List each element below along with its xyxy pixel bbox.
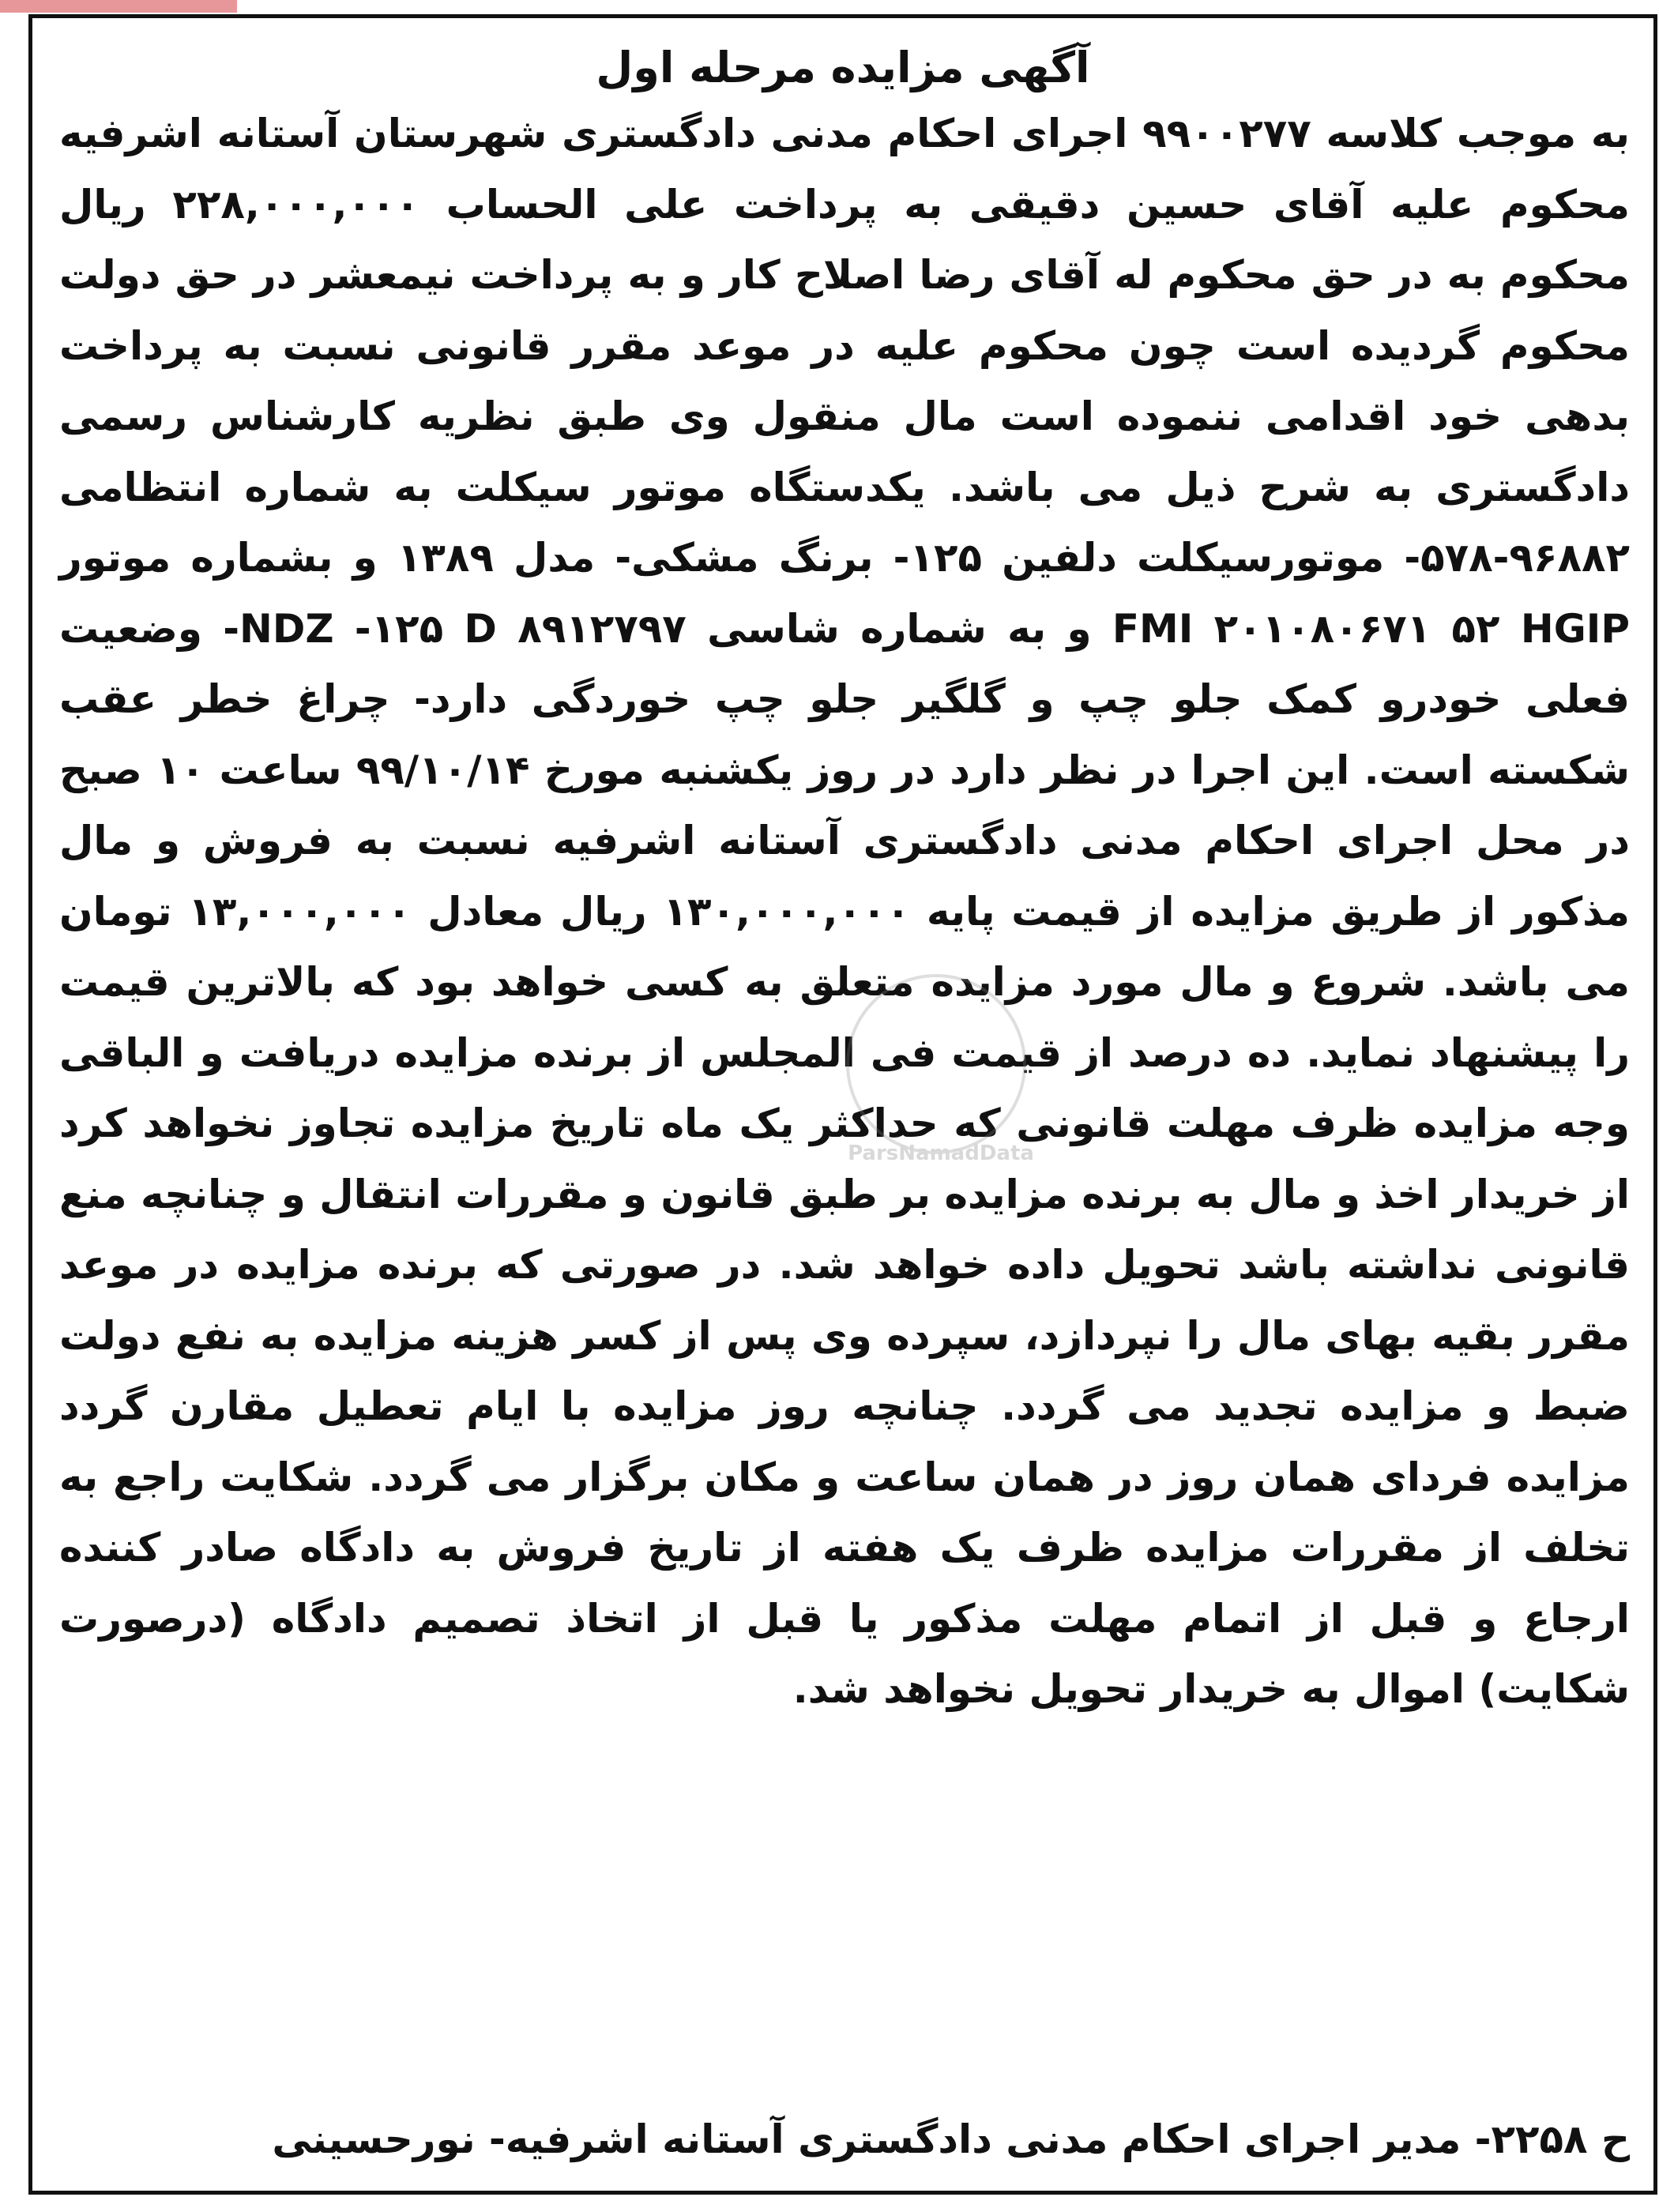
auction-notice — [28, 14, 1657, 2195]
notice-body: به موجب کلاسه ۹۹۰۰۲۷۷ اجرای احکام مدنی دادگستری شهرستان آستانه اشرفیه محکوم علیه آقای حسین دقیقی به پرداخت علی الحساب ۲۲۸,۰۰۰,۰۰۰ ریال محکوم به در حق محکوم له آقای رضا اصلاح کار و به پرداخت نیمعشر در حق دولت محکوم گردیده است چون محکوم علیه در موعد مقرر قانونی نسبت به پرداخت بدهی خود اقدامی ننموده است مال منقول وی طبق نظریه کارشناس رسمی دادگستری به شرح ذیل می باشد. یکدستگاه موتور سیکلت به شماره انتظامی ۹۶۸۸۲-۵۷۸- موتورسیکلت دلفین ۱۲۵- برنگ مشکی- مدل ۱۳۸۹ و بشماره موتور FMI ۲۰۱۰۸۰۶۷۱ ۵۲ HGIP و به شماره شاسی NDZ -۱۲۵ D ۸۹۱۲۷۹۷- وضعیت فعلی خودرو کمک جلو چپ و گلگیر جلو چپ خوردگی دارد- چراغ خطر عقب شکسته است. این اجرا در نظر دارد در روز یکشنبه مورخ ۹۹/۱۰/۱۴ ساعت ۱۰ صبح در محل اجرای احکام مدنی دادگستری آستانه اشرفیه نسبت به فروش و مال مذکور از طریق مزایده از قیمت پایه ۱۳۰,۰۰۰,۰۰۰ ریال معادل ۱۳,۰۰۰,۰۰۰ تومان می باشد. شروع و مال مورد مزایده متعلق به کسی خواهد بود که بالاترین قیمت را پیشنهاد نماید. ده درصد از قیمت فی المجلس از برنده مزایده دریافت و الباقی وجه مزایده ظرف مهلت قانونی که حداکثر یک ماه تاریخ مزایده تجاوز نخواهد کرد از خریدار اخذ و مال به برنده مزایده بر طبق قانون و مقررات انتقال و چنانچه منع قانونی نداشته باشد تحویل داده خواهد شد. در صورتی که برنده مزایده در موعد مقرر بقیه بهای مال را نپردازد، سپرده وی پس از کسر هزینه مزایده به نفع دولت ضبط و مزایده تجدید می گردد. چنانچه روز مزایده با ایام تعطیل مقارن گردد مزایده فردای همان روز در همان ساعت و مکان برگزار می گردد. شکایت راجع به تخلف از مقررات مزایده ظرف یک هفته از تاریخ فروش به دادگاه صادر کننده ارجاع و قبل از اتمام مهلت مذکور یا قبل از اتخاذ تصمیم دادگاه (درصورت شکایت) اموال به خریدار تحویل نخواهد شد. — [59, 111, 1631, 1712]
notice-title: آگهی مزایده مرحله اول — [596, 43, 1090, 92]
watermark-brand: ParsNamadData — [848, 1142, 1034, 1165]
cropped-header-mark — [0, 0, 237, 13]
notice-signature: ح ۲۲۵۸- مدیر اجرای احکام مدنی دادگستری آستانه اشرفیه- نورحسینی — [272, 2116, 1630, 2162]
